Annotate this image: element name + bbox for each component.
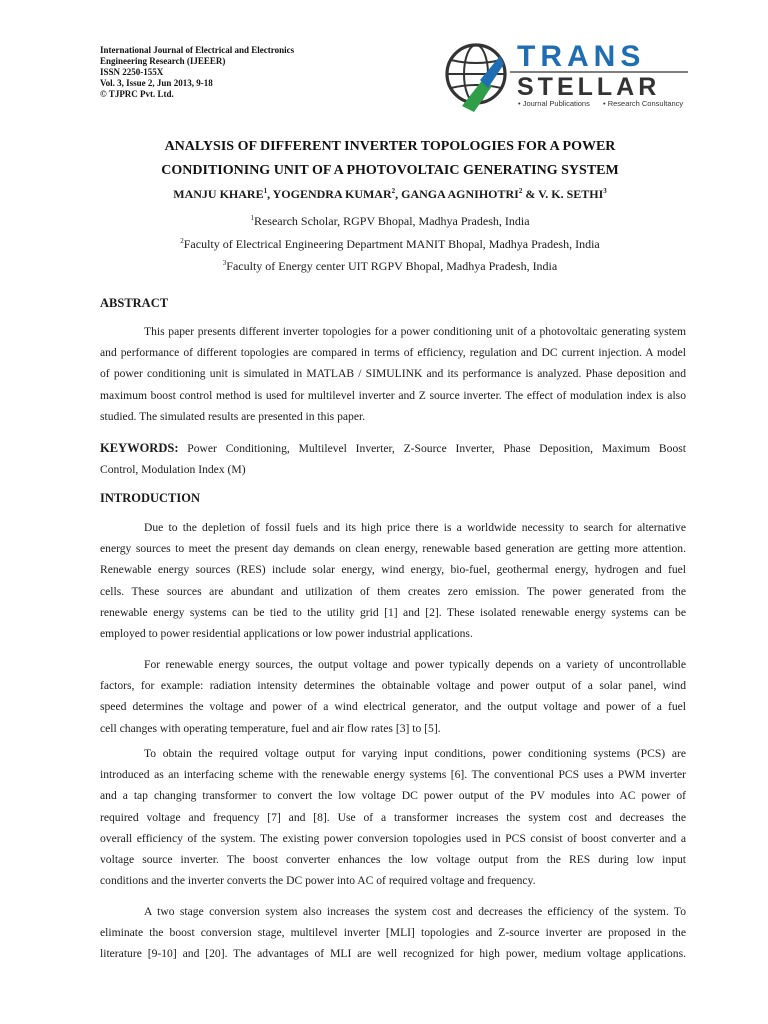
text-line: studied. The simulated results are presented in this paper. — [100, 409, 366, 423]
affiliation-text: Research Scholar, RGPV Bhopal, Madhya Pradesh, India — [253, 214, 530, 228]
text-line: literature [9-10] and [20]. The advantages of MLI are well recognized for high power, medium voltage applications. — [100, 947, 686, 961]
affiliations — [100, 210, 680, 278]
author-sup: 2 — [518, 187, 523, 195]
keywords-text: Power Conditioning, Multilevel Inverter, Z-Source Inverter, Phase Deposition, Maximum Boost — [187, 442, 686, 455]
keywords-label: KEYWORDS: — [100, 441, 179, 455]
affiliation-text: Faculty of Electrical Engineering Department MANIT Bhopal, Madhya Pradesh, India — [183, 236, 600, 251]
text-line: eliminate the boost conversion stage, multilevel inverter [MLI] topologies and Z-source inverter are proposed in the — [100, 926, 686, 940]
journal-line: Engineering Research (IJEEER) — [100, 56, 226, 66]
affiliation — [100, 255, 680, 278]
text-line: For renewable energy sources, the output voltage and power typically depends on a variety of uncontrollable — [144, 658, 686, 671]
title-line: CONDITIONING UNIT OF A PHOTOVOLTAIC GENERATING SYSTEM — [161, 163, 619, 178]
text-line: This paper presents different inverter topologies for a power conditioning unit of a photovoltaic generating system — [144, 325, 686, 338]
text-line: conditions and the inverter converts the DC power into AC of required voltage and frequency. — [100, 874, 536, 888]
text-line: Renewable energy sources (RES) include solar energy, wind energy, bio-fuel, geothermal energy, hydrogen and fuel — [100, 563, 686, 577]
affiliation — [100, 210, 680, 233]
author-separator: , — [395, 187, 402, 201]
journal-info — [100, 45, 294, 100]
text-line: required voltage and frequency [7] and [8]. Use of a transformer increases the system cost and decreases the — [100, 810, 686, 824]
paper-title — [100, 135, 680, 183]
journal-line: ISSN 2250-155X — [100, 67, 164, 77]
title-line: ANALYSIS OF DIFFERENT INVERTER TOPOLOGIES FOR A POWER — [164, 139, 616, 154]
introduction-heading: INTRODUCTION — [100, 491, 201, 505]
author-list — [100, 187, 680, 202]
author-separator: , — [267, 187, 273, 201]
text-line: To obtain the required voltage output for varying input conditions, power conditioning systems (PCS) are — [144, 747, 686, 760]
author-sup: 3 — [603, 187, 607, 195]
intro-paragraph-2 — [100, 654, 686, 739]
author-name: GANGA AGNIHOTRI — [401, 187, 519, 201]
affiliation-sup: 3 — [222, 259, 227, 267]
globe-icon — [447, 45, 505, 112]
text-line: cells. These sources are abundant and utilization of them creates zero emission. The power generated from the — [100, 584, 686, 598]
transstellar-logo — [440, 36, 690, 112]
keywords-line-2: Control, Modulation Index (M) — [100, 463, 246, 477]
text-line: voltage source inverter. The boost converter enhances the low voltage output from the RES during low input — [100, 853, 686, 867]
text-line: maximum boost control method is used for multilevel inverter and Z source inverter. The effect of modulation index is also — [100, 388, 686, 402]
text-line: Due to the depletion of fossil fuels and its high price there is a worldwide necessity to search for alternative — [144, 521, 686, 534]
author-sup: 2 — [391, 187, 396, 195]
intro-paragraph-3 — [100, 743, 686, 891]
text-line: A two stage conversion system also increases the system cost and decreases the efficiency of the system. To — [144, 905, 686, 918]
text-line: introduced as an interfacing scheme with the renewable energy systems [6]. The conventional PCS uses a PWM inverter — [100, 768, 686, 782]
journal-line: © TJPRC Pvt. Ltd. — [100, 89, 174, 99]
author-name: V. K. SETHI — [538, 187, 604, 201]
affiliation-text: Faculty of Energy center UIT RGPV Bhopal, Madhya Pradesh, India — [226, 259, 558, 273]
journal-line: International Journal of Electrical and Electronics — [100, 45, 295, 55]
keywords — [100, 438, 686, 480]
author-sup: 1 — [263, 187, 268, 195]
text-line: overall efficiency of the system. The existing power conversion topologies used in PCS consist of boost converter and a — [100, 831, 686, 845]
text-line: and a tap changing transformer to convert the low voltage DC power output of the PV modules into AC power of — [100, 789, 686, 803]
affiliation-sup: 2 — [180, 236, 184, 245]
author-ampersand: & — [522, 187, 539, 201]
text-line: renewable energy systems can be tied to the utility grid [1] and [2]. These isolated renewable energy systems can be — [100, 605, 686, 619]
abstract-heading: ABSTRACT — [100, 296, 169, 310]
affiliation — [100, 233, 680, 256]
text-line: cell changes with operating temperature, fuel and air flow rates [3] to [5]. — [100, 721, 441, 735]
author-name: YOGENDRA KUMAR — [272, 187, 392, 201]
keywords-line — [100, 438, 686, 459]
logo-tagline-1: • Journal Publications — [518, 99, 590, 108]
text-line: speed determines the voltage and power of a wind electrical generator, and the output voltage and power of a fuel — [100, 700, 686, 714]
text-line: and performance of different topologies are compared in terms of efficiency, regulation and DC current injection. A model — [100, 346, 686, 360]
logo-tagline-2: • Research Consultancy — [603, 99, 684, 108]
abstract-body — [100, 321, 686, 427]
intro-paragraph-4 — [100, 901, 686, 965]
logo-word-trans: TRANS — [517, 40, 646, 73]
journal-line: Vol. 3, Issue 2, Jun 2013, 9-18 — [100, 78, 213, 88]
logo-word-stellar: STELLAR — [517, 73, 661, 101]
text-line: employed to power residential applications or low power industrial applications. — [100, 627, 473, 641]
intro-paragraph-1 — [100, 517, 686, 644]
text-line: of power conditioning unit is simulated in MATLAB / SIMULINK and its performance is analyzed. Phase deposition and — [100, 367, 686, 381]
text-line: energy sources to meet the present day demands on clean energy, renewable based generation are getting more attention. — [100, 542, 686, 556]
affiliation-sup: 1 — [250, 214, 254, 222]
author-name: MANJU KHARE — [173, 187, 264, 201]
text-line: factors, for example: radiation intensity determines the obtainable voltage and power output of a solar panel, wind — [100, 679, 686, 693]
